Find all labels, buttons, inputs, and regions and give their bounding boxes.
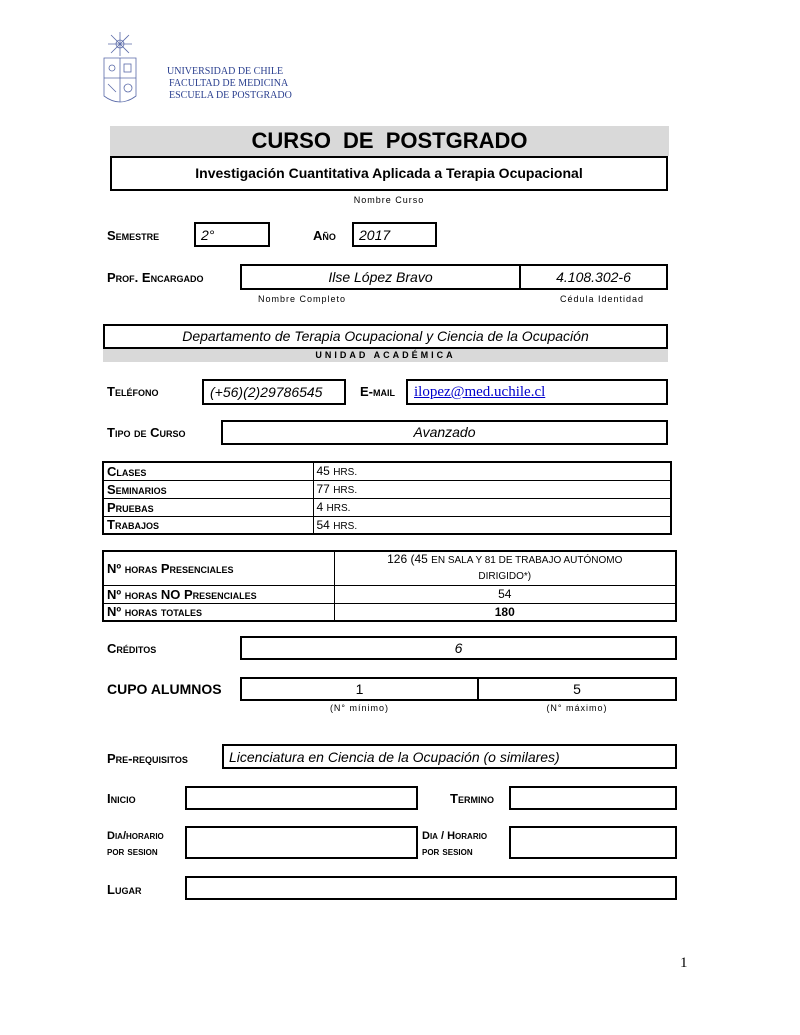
quota-max-field: [477, 677, 677, 701]
year-label: Año: [313, 228, 336, 243]
academic-unit-caption-text: UNIDAD ACADÉMICA: [315, 350, 456, 360]
faculty-line: FACULTAD DE MEDICINA: [169, 78, 289, 89]
total-hours-label: Nº horas totales: [103, 603, 334, 621]
hours-label-trabajos: Trabajos: [103, 516, 313, 534]
credits-label: Créditos: [107, 641, 157, 656]
phone-field: [202, 379, 346, 405]
professor-label: Prof. Encargado: [107, 270, 204, 285]
academic-unit-field: [103, 324, 668, 349]
schedule-right-label: [422, 828, 487, 860]
professor-name-caption: Nombre Completo: [258, 294, 347, 304]
university-line: UNIVERSIDAD DE CHILE: [167, 66, 284, 77]
quota-max-caption: (N° máximo): [546, 703, 608, 713]
professor-name-field: [240, 264, 521, 290]
hours-number: 54: [316, 517, 330, 532]
quota-min-caption: (N° mínimo): [329, 703, 390, 713]
school-line: ESCUELA DE POSTGRADO: [169, 90, 292, 101]
hours-unit: HRS.: [333, 485, 358, 496]
semester-value: 2°: [201, 227, 215, 243]
non-presential-hours-label: Nº horas NO Presenciales: [103, 585, 334, 603]
semester-field: [194, 222, 270, 247]
presential-detail-2: DIRIGIDO*): [478, 571, 532, 583]
credits-value: 6: [454, 640, 463, 656]
professor-id-caption: Cédula Identidad: [560, 294, 645, 304]
hours-number: 77: [316, 482, 330, 496]
place-field: [185, 876, 677, 900]
totals-table: [102, 550, 677, 622]
hours-unit: HRS.: [333, 520, 358, 532]
phone-label: Teléfono: [107, 384, 159, 399]
hours-table: [102, 461, 672, 535]
schedule-left-field: [185, 826, 418, 859]
hours-number: 4: [316, 500, 324, 514]
hours-value-pruebas: [313, 498, 671, 516]
title-bar: [110, 126, 669, 156]
prerequisites-value: Licenciatura en Ciencia de la Ocupación (o similares): [229, 749, 560, 765]
table-row: [103, 603, 676, 621]
table-row: [103, 585, 676, 603]
page-number: 1: [680, 955, 688, 971]
hours-value-seminarios: [313, 480, 671, 498]
course-type-field: [221, 420, 668, 445]
total-hours-value: 180: [334, 603, 676, 621]
course-type-value: Avanzado: [413, 424, 476, 440]
start-field: [185, 786, 418, 810]
quota-label: CUPO ALUMNOS: [107, 681, 222, 697]
table-row: [103, 462, 671, 480]
quota-max-value: 5: [573, 681, 581, 697]
non-presential-hours-value: 54: [334, 585, 676, 603]
presential-hours-value: [334, 551, 676, 585]
hours-label-seminarios: Seminarios: [103, 480, 313, 498]
table-row: [103, 551, 676, 585]
schedule-right-label-1: Dia / Horario: [422, 830, 488, 842]
professor-name: Ilse López Bravo: [328, 269, 433, 285]
academic-unit-caption: [103, 349, 668, 362]
prerequisites-label: Pre-requisitos: [107, 751, 188, 766]
quota-min-field: [240, 677, 479, 701]
email-label: E-mail: [360, 384, 395, 399]
quota-min-value: 1: [355, 681, 364, 697]
university-name: [167, 66, 292, 102]
schedule-right-field: [509, 826, 677, 859]
hours-number: 45: [316, 464, 330, 479]
table-row: [103, 480, 671, 498]
professor-id: 4.108.302-6: [556, 269, 631, 285]
end-field: [509, 786, 677, 810]
schedule-right-label-2: por sesion: [422, 846, 473, 858]
phone-value: (+56)(2)29786545: [210, 384, 323, 400]
presential-hours-label: Nº horas Presenciales: [103, 551, 334, 585]
professor-id-field: [519, 264, 668, 290]
hours-unit: HRS.: [326, 503, 351, 514]
schedule-left-label: [107, 828, 164, 860]
presential-number: 126 (45: [387, 552, 428, 567]
course-type-label: Tipo de Curso: [107, 425, 186, 440]
place-label: Lugar: [107, 882, 142, 897]
year-field: [352, 222, 437, 247]
university-logo: [100, 30, 140, 108]
presential-detail: EN SALA Y 81 DE TRABAJO AUTÓNOMO: [431, 555, 623, 567]
semester-label: Semestre: [107, 228, 160, 243]
prerequisites-field: [222, 744, 677, 769]
academic-unit: Departamento de Terapia Ocupacional y Ciencia de la Ocupación: [182, 328, 589, 344]
end-label: Termino: [450, 791, 494, 806]
schedule-left-label-1: Dia/horario: [107, 830, 164, 842]
table-row: [103, 498, 671, 516]
year-value: 2017: [359, 227, 391, 243]
page-title: CURSO DE POSTGRADO: [251, 128, 528, 153]
hours-label-pruebas: Pruebas: [103, 498, 313, 516]
credits-field: [240, 636, 677, 660]
hours-value-clases: [313, 462, 671, 480]
hours-unit: HRS.: [333, 467, 358, 479]
email-link[interactable]: ilopez@med.uchile.cl: [414, 384, 546, 400]
email-field: [406, 379, 668, 405]
hours-label-clases: Clases: [103, 462, 313, 480]
schedule-left-label-2: por sesion: [107, 846, 158, 858]
course-name-field: [110, 156, 668, 191]
start-label: Inicio: [107, 791, 136, 806]
table-row: [103, 516, 671, 534]
course-name: Investigación Cuantitativa Aplicada a Terapia Ocupacional: [195, 165, 583, 181]
university-seal-icon: [100, 30, 140, 108]
course-name-caption: Nombre Curso: [353, 195, 425, 205]
hours-value-trabajos: [313, 516, 671, 534]
